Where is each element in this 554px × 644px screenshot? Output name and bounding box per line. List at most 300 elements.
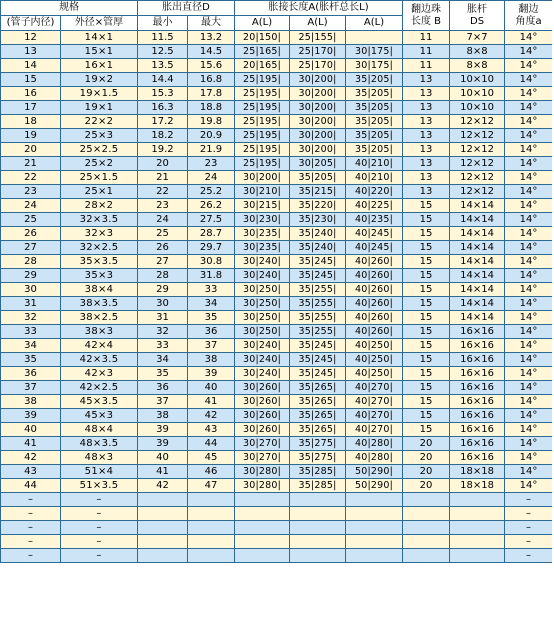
cell-min <box>138 493 188 507</box>
cell-od-wall: 19×1 <box>61 101 138 115</box>
cell-max: 31.8 <box>188 269 235 283</box>
cell-inner-diameter: – <box>1 535 61 549</box>
cell-inner-diameter: 26 <box>1 227 61 241</box>
cell-al-1: 25|195| <box>235 73 290 87</box>
cell-min: 28 <box>138 269 188 283</box>
table-row <box>1 73 553 87</box>
cell-al-2: 30|200| <box>290 115 346 129</box>
cell-min: 30 <box>138 297 188 311</box>
cell-min: 11.5 <box>138 31 188 45</box>
cell-edge-ball-length: 15 <box>403 395 450 409</box>
cell-rod: 12×12 <box>450 185 505 199</box>
cell-od-wall: 25×1 <box>61 185 138 199</box>
cell-al-1: 25|195| <box>235 129 290 143</box>
cell-min: 39 <box>138 437 188 451</box>
cell-edge-ball-length: 15 <box>403 381 450 395</box>
cell-od-wall: – <box>61 535 138 549</box>
cell-od-wall: 19×1.5 <box>61 87 138 101</box>
cell-al-1: 30|280| <box>235 479 290 493</box>
cell-max: 15.6 <box>188 59 235 73</box>
cell-al-1: 30|260| <box>235 381 290 395</box>
cell-min: 40 <box>138 451 188 465</box>
cell-al-2: 30|200| <box>290 101 346 115</box>
cell-edge-angle: 14° <box>505 311 552 325</box>
cell-edge-angle: 14° <box>505 465 552 479</box>
cell-al-3: 35|205| <box>346 143 403 157</box>
cell-max: 21.9 <box>188 143 235 157</box>
cell-min: 13.5 <box>138 59 188 73</box>
cell-edge-ball-length: 20 <box>403 437 450 451</box>
cell-od-wall: 32×3.5 <box>61 213 138 227</box>
cell-al-2: 30|200| <box>290 87 346 101</box>
cell-rod: 16×16 <box>450 437 505 451</box>
cell-edge-ball-length: 13 <box>403 143 450 157</box>
cell-al-3: 40|210| <box>346 171 403 185</box>
table-row <box>1 129 553 143</box>
cell-al-3: 40|270| <box>346 395 403 409</box>
header-spec: 规格 <box>1 1 138 16</box>
table-row <box>1 227 553 241</box>
table-row <box>1 241 553 255</box>
cell-edge-ball-length <box>403 535 450 549</box>
cell-max: 46 <box>188 465 235 479</box>
cell-al-3: 35|205| <box>346 87 403 101</box>
cell-max: 43 <box>188 423 235 437</box>
table-row <box>1 143 553 157</box>
cell-al-1: 30|260| <box>235 395 290 409</box>
cell-al-1: 30|230| <box>235 213 290 227</box>
cell-al-2: 30|200| <box>290 73 346 87</box>
cell-al-1: 30|240| <box>235 339 290 353</box>
cell-edge-angle: 14° <box>505 185 552 199</box>
cell-min: 36 <box>138 381 188 395</box>
cell-inner-diameter: 14 <box>1 59 61 73</box>
cell-rod: 14×14 <box>450 227 505 241</box>
cell-rod <box>450 549 505 563</box>
cell-rod: 12×12 <box>450 129 505 143</box>
cell-rod: 14×14 <box>450 269 505 283</box>
table-row <box>1 255 553 269</box>
cell-edge-angle: 14° <box>505 157 552 171</box>
cell-edge-angle: 14° <box>505 115 552 129</box>
cell-min: 16.3 <box>138 101 188 115</box>
cell-edge-ball-length: 15 <box>403 297 450 311</box>
cell-od-wall: 25×2 <box>61 157 138 171</box>
table-row <box>1 549 553 563</box>
cell-rod: 7×7 <box>450 31 505 45</box>
cell-al-2 <box>290 507 346 521</box>
cell-od-wall: 45×3 <box>61 409 138 423</box>
cell-min: 32 <box>138 325 188 339</box>
cell-od-wall: 38×4 <box>61 283 138 297</box>
cell-edge-angle: – <box>505 507 552 521</box>
cell-edge-angle: 14° <box>505 479 552 493</box>
cell-min: 17.2 <box>138 115 188 129</box>
cell-edge-ball-length: 15 <box>403 339 450 353</box>
spec-table-body <box>1 31 553 563</box>
cell-od-wall: 38×2.5 <box>61 311 138 325</box>
cell-od-wall: 51×4 <box>61 465 138 479</box>
cell-inner-diameter: – <box>1 521 61 535</box>
cell-inner-diameter: 27 <box>1 241 61 255</box>
cell-max <box>188 507 235 521</box>
cell-al-1: 30|250| <box>235 283 290 297</box>
cell-min: 37 <box>138 395 188 409</box>
cell-edge-angle: 14° <box>505 241 552 255</box>
cell-edge-angle: – <box>505 549 552 563</box>
cell-edge-angle: 14° <box>505 339 552 353</box>
cell-edge-angle: 14° <box>505 171 552 185</box>
cell-od-wall: 32×3 <box>61 227 138 241</box>
cell-od-wall: 45×3.5 <box>61 395 138 409</box>
cell-al-1 <box>235 535 290 549</box>
cell-max: 37 <box>188 339 235 353</box>
cell-rod <box>450 521 505 535</box>
cell-edge-ball-length: 13 <box>403 129 450 143</box>
cell-edge-angle: 14° <box>505 367 552 381</box>
cell-inner-diameter: 24 <box>1 199 61 213</box>
cell-al-2 <box>290 493 346 507</box>
header-edge-ball-length: 翻边珠 长度 B <box>403 1 450 31</box>
table-row <box>1 59 553 73</box>
cell-edge-angle: – <box>505 535 552 549</box>
cell-al-3: 40|260| <box>346 311 403 325</box>
cell-rod: 14×14 <box>450 213 505 227</box>
cell-min: 31 <box>138 311 188 325</box>
cell-al-3: 40|210| <box>346 157 403 171</box>
cell-od-wall: 22×2 <box>61 115 138 129</box>
table-row <box>1 423 553 437</box>
cell-edge-ball-length <box>403 549 450 563</box>
cell-max: 47 <box>188 479 235 493</box>
cell-al-1: 30|250| <box>235 311 290 325</box>
cell-edge-ball-length: 11 <box>403 59 450 73</box>
cell-inner-diameter: 21 <box>1 157 61 171</box>
cell-edge-ball-length: 13 <box>403 171 450 185</box>
cell-inner-diameter: 44 <box>1 479 61 493</box>
cell-al-1: 30|210| <box>235 185 290 199</box>
table-row <box>1 185 553 199</box>
header-edge-angle: 翻边 角度a <box>505 1 552 31</box>
cell-od-wall: 35×3.5 <box>61 255 138 269</box>
cell-max: 28.7 <box>188 227 235 241</box>
cell-al-3 <box>346 549 403 563</box>
cell-rod: 12×12 <box>450 143 505 157</box>
cell-edge-ball-length: 15 <box>403 353 450 367</box>
cell-al-3: 40|260| <box>346 283 403 297</box>
cell-max: 33 <box>188 283 235 297</box>
table-row <box>1 115 553 129</box>
cell-max: 20.9 <box>188 129 235 143</box>
cell-rod: 14×14 <box>450 255 505 269</box>
cell-max: 26.2 <box>188 199 235 213</box>
table-row <box>1 339 553 353</box>
cell-min <box>138 549 188 563</box>
cell-max <box>188 521 235 535</box>
table-row <box>1 367 553 381</box>
cell-al-1 <box>235 507 290 521</box>
cell-al-1: 25|195| <box>235 157 290 171</box>
table-row <box>1 493 553 507</box>
cell-al-1: 20|165| <box>235 59 290 73</box>
cell-al-3: 50|290| <box>346 479 403 493</box>
cell-rod: 16×16 <box>450 367 505 381</box>
cell-al-3: 40|235| <box>346 213 403 227</box>
cell-od-wall: 32×2.5 <box>61 241 138 255</box>
cell-al-2: 35|245| <box>290 255 346 269</box>
table-row <box>1 437 553 451</box>
cell-inner-diameter: 41 <box>1 437 61 451</box>
cell-max <box>188 493 235 507</box>
table-row <box>1 213 553 227</box>
cell-inner-diameter: 34 <box>1 339 61 353</box>
cell-edge-ball-length: 15 <box>403 199 450 213</box>
table-row <box>1 381 553 395</box>
table-row <box>1 479 553 493</box>
cell-rod: 16×16 <box>450 409 505 423</box>
cell-al-2: 35|240| <box>290 227 346 241</box>
cell-max: 25.2 <box>188 185 235 199</box>
cell-al-2: 35|245| <box>290 339 346 353</box>
cell-edge-ball-length: 15 <box>403 255 450 269</box>
cell-inner-diameter: 19 <box>1 129 61 143</box>
cell-edge-ball-length: 11 <box>403 45 450 59</box>
cell-al-1: 30|260| <box>235 423 290 437</box>
cell-inner-diameter: 22 <box>1 171 61 185</box>
cell-edge-ball-length: 15 <box>403 269 450 283</box>
cell-min <box>138 507 188 521</box>
cell-min: 12.5 <box>138 45 188 59</box>
cell-al-1: 30|270| <box>235 451 290 465</box>
cell-al-3: 40|225| <box>346 199 403 213</box>
table-row <box>1 199 553 213</box>
cell-al-1: 30|240| <box>235 367 290 381</box>
cell-od-wall: – <box>61 549 138 563</box>
cell-edge-angle: 14° <box>505 409 552 423</box>
cell-max: 14.5 <box>188 45 235 59</box>
cell-inner-diameter: 39 <box>1 409 61 423</box>
cell-min: 29 <box>138 283 188 297</box>
cell-inner-diameter: 17 <box>1 101 61 115</box>
cell-inner-diameter: 31 <box>1 297 61 311</box>
cell-rod: 14×14 <box>450 283 505 297</box>
cell-al-2: 25|155| <box>290 31 346 45</box>
cell-rod <box>450 507 505 521</box>
cell-al-3: 40|250| <box>346 367 403 381</box>
header-od-wall: 外径×管厚 <box>61 16 138 31</box>
table-row <box>1 87 553 101</box>
cell-al-3: 40|270| <box>346 423 403 437</box>
cell-edge-ball-length: 13 <box>403 87 450 101</box>
cell-edge-ball-length: 15 <box>403 213 450 227</box>
cell-od-wall: 25×1.5 <box>61 171 138 185</box>
table-row <box>1 353 553 367</box>
cell-edge-angle: – <box>505 521 552 535</box>
cell-al-3: 50|290| <box>346 465 403 479</box>
cell-edge-ball-length: 13 <box>403 73 450 87</box>
table-row <box>1 535 553 549</box>
cell-rod: 16×16 <box>450 325 505 339</box>
cell-al-3: 40|220| <box>346 185 403 199</box>
cell-edge-ball-length: 15 <box>403 241 450 255</box>
cell-al-3: 40|270| <box>346 409 403 423</box>
cell-min <box>138 521 188 535</box>
cell-al-2: 25|170| <box>290 59 346 73</box>
table-row <box>1 325 553 339</box>
cell-min: 34 <box>138 353 188 367</box>
cell-max: 17.8 <box>188 87 235 101</box>
header-max: 最大 <box>188 16 235 31</box>
cell-min: 21 <box>138 171 188 185</box>
cell-rod: 14×14 <box>450 199 505 213</box>
cell-min: 33 <box>138 339 188 353</box>
cell-al-3: 35|205| <box>346 101 403 115</box>
cell-edge-ball-length: 13 <box>403 115 450 129</box>
cell-min: 35 <box>138 367 188 381</box>
cell-al-2: 35|255| <box>290 311 346 325</box>
cell-al-2: 25|170| <box>290 45 346 59</box>
cell-min: 22 <box>138 185 188 199</box>
cell-od-wall: 38×3 <box>61 325 138 339</box>
cell-min: 26 <box>138 241 188 255</box>
cell-edge-angle: – <box>505 493 552 507</box>
cell-max: 18.8 <box>188 101 235 115</box>
cell-od-wall: 28×2 <box>61 199 138 213</box>
cell-edge-ball-length: 20 <box>403 465 450 479</box>
cell-al-1: 30|215| <box>235 199 290 213</box>
cell-edge-angle: 14° <box>505 73 552 87</box>
cell-inner-diameter: 38 <box>1 395 61 409</box>
cell-edge-angle: 14° <box>505 31 552 45</box>
cell-al-3 <box>346 31 403 45</box>
cell-edge-angle: 14° <box>505 423 552 437</box>
cell-edge-ball-length: 13 <box>403 101 450 115</box>
cell-al-1: 30|250| <box>235 297 290 311</box>
cell-od-wall: 25×2.5 <box>61 143 138 157</box>
cell-max: 23 <box>188 157 235 171</box>
cell-al-2: 35|255| <box>290 283 346 297</box>
cell-od-wall: 25×3 <box>61 129 138 143</box>
cell-al-3: 40|280| <box>346 437 403 451</box>
cell-edge-ball-length: 15 <box>403 227 450 241</box>
cell-od-wall: – <box>61 521 138 535</box>
cell-min: 41 <box>138 465 188 479</box>
cell-rod: 8×8 <box>450 45 505 59</box>
cell-al-3: 40|260| <box>346 255 403 269</box>
cell-inner-diameter: 43 <box>1 465 61 479</box>
table-row <box>1 157 553 171</box>
cell-inner-diameter: 18 <box>1 115 61 129</box>
cell-rod <box>450 493 505 507</box>
cell-al-1: 30|250| <box>235 325 290 339</box>
cell-od-wall: 38×3.5 <box>61 297 138 311</box>
table-row <box>1 283 553 297</box>
cell-edge-angle: 14° <box>505 325 552 339</box>
cell-al-3: 40|280| <box>346 451 403 465</box>
table-row <box>1 395 553 409</box>
cell-edge-angle: 14° <box>505 395 552 409</box>
cell-al-2: 35|275| <box>290 451 346 465</box>
cell-max: 39 <box>188 367 235 381</box>
cell-inner-diameter: 28 <box>1 255 61 269</box>
cell-al-2: 35|265| <box>290 423 346 437</box>
header-al-1: A(L) <box>235 16 290 31</box>
cell-al-3 <box>346 507 403 521</box>
table-row <box>1 171 553 185</box>
cell-edge-angle: 14° <box>505 437 552 451</box>
cell-al-2: 30|200| <box>290 143 346 157</box>
cell-max: 36 <box>188 325 235 339</box>
cell-od-wall: 42×3.5 <box>61 353 138 367</box>
cell-al-3: 30|175| <box>346 45 403 59</box>
header-flare-diameter: 胀出直径D <box>138 1 235 16</box>
header-al-2: A(L) <box>290 16 346 31</box>
cell-edge-angle: 14° <box>505 87 552 101</box>
cell-edge-angle: 14° <box>505 59 552 73</box>
header-min: 最小 <box>138 16 188 31</box>
cell-edge-angle: 14° <box>505 269 552 283</box>
cell-al-2: 30|200| <box>290 129 346 143</box>
cell-rod <box>450 535 505 549</box>
cell-al-1: 30|280| <box>235 465 290 479</box>
cell-min: 23 <box>138 199 188 213</box>
cell-od-wall: 35×3 <box>61 269 138 283</box>
cell-inner-diameter: – <box>1 493 61 507</box>
cell-al-1: 25|165| <box>235 45 290 59</box>
cell-inner-diameter: 16 <box>1 87 61 101</box>
cell-al-2: 35|220| <box>290 199 346 213</box>
cell-edge-ball-length: 20 <box>403 479 450 493</box>
cell-al-3: 40|250| <box>346 339 403 353</box>
cell-al-2: 35|245| <box>290 367 346 381</box>
cell-edge-angle: 14° <box>505 353 552 367</box>
cell-od-wall: 42×4 <box>61 339 138 353</box>
cell-edge-angle: 14° <box>505 227 552 241</box>
header-flare-length: 胀接长度A(胀杆总长L) <box>235 1 403 16</box>
cell-min: 39 <box>138 423 188 437</box>
cell-rod: 8×8 <box>450 59 505 73</box>
cell-min: 15.3 <box>138 87 188 101</box>
cell-min <box>138 535 188 549</box>
cell-al-2: 30|205| <box>290 157 346 171</box>
cell-rod: 14×14 <box>450 311 505 325</box>
cell-edge-ball-length: 15 <box>403 423 450 437</box>
header-rod: 胀杆 DS <box>450 1 505 31</box>
cell-al-2: 35|285| <box>290 465 346 479</box>
cell-al-3 <box>346 521 403 535</box>
cell-al-2: 35|275| <box>290 437 346 451</box>
cell-od-wall: 42×3 <box>61 367 138 381</box>
cell-al-1: 30|240| <box>235 255 290 269</box>
cell-rod: 18×18 <box>450 479 505 493</box>
cell-inner-diameter: 23 <box>1 185 61 199</box>
cell-edge-angle: 14° <box>505 199 552 213</box>
cell-max: 40 <box>188 381 235 395</box>
table-row <box>1 507 553 521</box>
cell-od-wall: 19×2 <box>61 73 138 87</box>
cell-al-2: 35|265| <box>290 381 346 395</box>
cell-al-1: 30|200| <box>235 171 290 185</box>
cell-edge-angle: 14° <box>505 451 552 465</box>
cell-edge-angle: 14° <box>505 45 552 59</box>
cell-edge-ball-length: 20 <box>403 451 450 465</box>
cell-inner-diameter: 32 <box>1 311 61 325</box>
table-row <box>1 451 553 465</box>
cell-al-3: 35|205| <box>346 73 403 87</box>
cell-al-2: 35|285| <box>290 479 346 493</box>
cell-al-1 <box>235 493 290 507</box>
cell-max: 30.8 <box>188 255 235 269</box>
